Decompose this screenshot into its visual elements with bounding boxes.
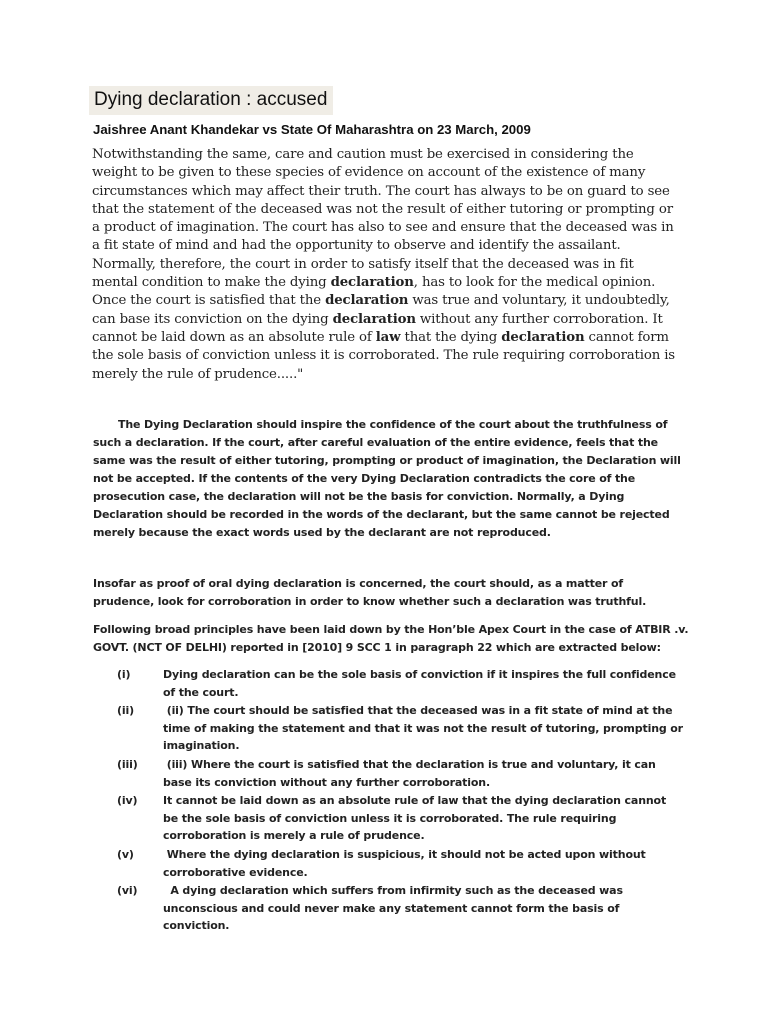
list-item-number: (iv) xyxy=(117,794,138,808)
quote-text: , has to look for the medical opinion. Once the court is satisfied that the xyxy=(92,275,656,309)
quote-bold: declaration xyxy=(332,311,416,327)
quote-bold: declaration xyxy=(501,329,585,345)
quote-text: that the dying xyxy=(400,329,502,345)
list-item-text: Where the dying declaration is suspicious, it should not be acted upon without corroborative evidence. xyxy=(163,847,650,879)
quote-bold: declaration xyxy=(330,275,414,291)
quote-text: without any further corroboration. It cannot be laid down as an absolute rule of xyxy=(92,311,663,345)
quote-bold: law xyxy=(375,329,401,345)
list-item xyxy=(93,666,683,701)
quoted-judgment xyxy=(92,146,682,384)
quote-bold: declaration xyxy=(325,293,409,309)
list-item xyxy=(93,792,683,845)
principles-intro-paragraph: Following broad principles have been laid down by the Hon’ble Apex Court in the case of ATBIR .v. GOVT. (NCT OF DELHI) reported in [2010] 9 SCC 1 in paragraph 22 which are extracted below: xyxy=(93,623,689,654)
list-item-number: (v) xyxy=(117,847,134,861)
list-item-number: (ii) xyxy=(117,704,134,718)
list-item-text: A dying declaration which suffers from infirmity such as the deceased was unconscious and could never make any statement cannot form the basis of conviction. xyxy=(163,884,627,933)
list-item xyxy=(93,756,683,791)
list-item-text: (ii) The court should be satisfied that the deceased was in a fit state of mind at the time of making the statement and that it was not the result of tutoring, prompting or imagination. xyxy=(163,704,687,753)
list-item xyxy=(93,882,683,935)
list-item-text: Dying declaration can be the sole basis of conviction if it inspires the full confidence of the court. xyxy=(163,668,676,699)
list-item-number: (vi) xyxy=(117,884,138,898)
quote-text: was true and voluntary, it undoubtedly, can base its conviction on the dying xyxy=(92,293,670,327)
quote-text: Notwithstanding the same, care and caution must be exercised in considering the weight to be given to these species of evidence on account of the existence of many circumstances which may affect their truth. The court has always to be on guard to see that the statement of the deceased was not the result of either tutoring or prompting or a product of imagination. The court has also to see and ensure that the deceased was in a fit state of mind and had the opportunity to observe and identify the assailant. Normally, therefore, the court in order to satisfy itself that the deceased was in fit mental condition to make the dying xyxy=(92,147,674,291)
quote-text: cannot form the sole basis of conviction unless it is corroborated. The rule requiring corroboration is merely the rule of prudence....." xyxy=(92,329,675,382)
list-item xyxy=(93,702,687,755)
list-item-number: (iii) xyxy=(117,757,138,771)
page-title: Dying declaration : accused xyxy=(89,86,333,115)
list-item xyxy=(93,846,683,881)
principles-list xyxy=(93,666,687,936)
list-item-text: It cannot be laid down as an absolute rule of law that the dying declaration cannot be the sole basis of conviction unless it is corroborated. The rule requiring corroboration is merely a rule of prudence. xyxy=(163,794,667,843)
case-title: Jaishree Anant Khandekar vs State Of Maharashtra on 23 March, 2009 xyxy=(93,122,531,137)
list-item-number: (i) xyxy=(117,668,131,681)
dying-declaration-paragraph xyxy=(93,416,681,542)
list-item-text: (iii) Where the court is satisfied that the declaration is true and voluntary, it can base its conviction without any further corroboration. xyxy=(163,757,660,789)
oral-declaration-paragraph: Insofar as proof of oral dying declaration is concerned, the court should, as a matter of prudence, look for corroboration in order to know whether such a declaration was truthful. xyxy=(93,577,647,608)
paragraph-text: The Dying Declaration should inspire the confidence of the court about the truthfulness of such a declaration. If the court, after careful evaluation of the entire evidence, feels that the same was the result of either tutoring, prompting or product of imagination, the Declaration will not be accepted. If the contents of the very Dying Declaration contradicts the core of the prosecution case, the declaration will not be the basis for conviction. Normally, a Dying Declaration should be recorded in the words of the declarant, but the same cannot be rejected merely because the exact words used by the declarant are not reproduced. xyxy=(93,418,681,539)
